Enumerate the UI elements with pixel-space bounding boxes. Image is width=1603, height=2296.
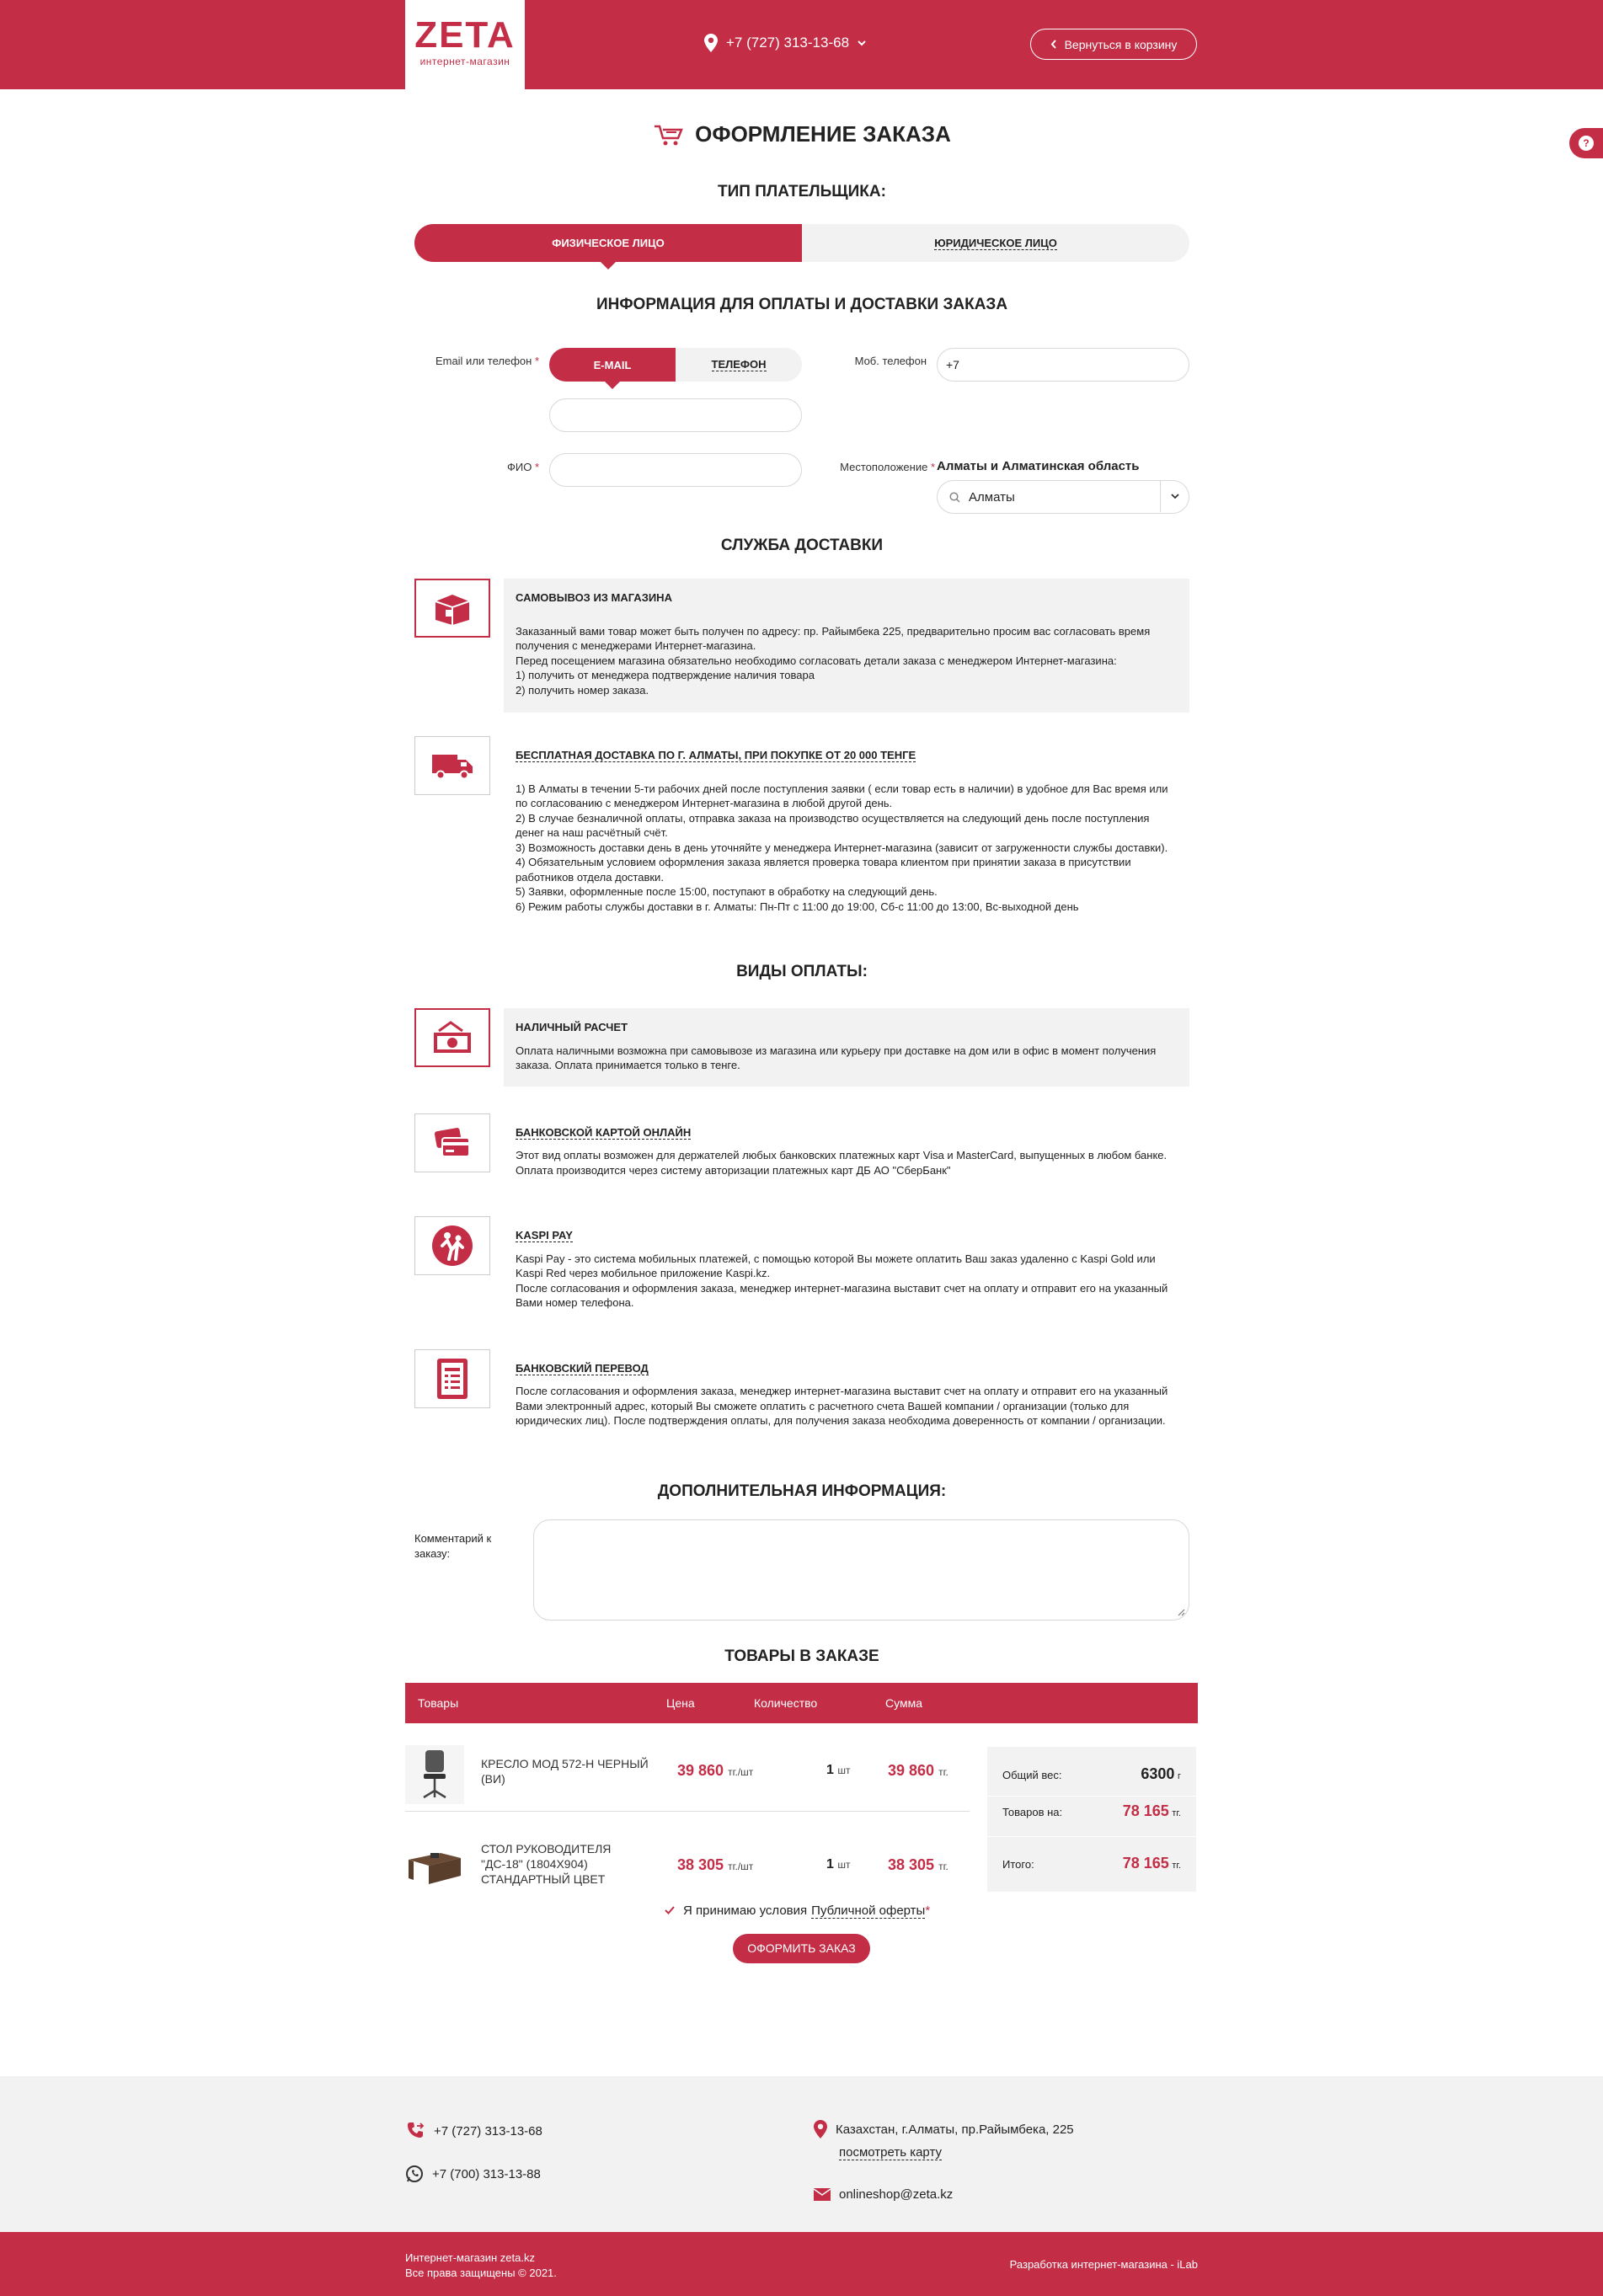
copyright-bar bbox=[0, 2232, 1603, 2296]
logo[interactable] bbox=[405, 0, 525, 89]
invoice-icon bbox=[414, 1349, 490, 1408]
summary-total-label: Итого: bbox=[1002, 1857, 1034, 1871]
payment-option-transfer[interactable] bbox=[414, 1349, 1189, 1442]
comment-textarea[interactable] bbox=[533, 1519, 1189, 1621]
help-widget[interactable] bbox=[1569, 128, 1603, 158]
resize-handle-icon[interactable] bbox=[1175, 1606, 1185, 1616]
kaspi-icon bbox=[414, 1216, 490, 1275]
delivery-option-pickup[interactable] bbox=[414, 579, 1189, 713]
location-region: Алматы и Алматинская область bbox=[937, 459, 1140, 473]
column-price: Цена bbox=[666, 1695, 695, 1710]
delivery-option-free-text-1: 1) В Алматы в течении 5-ти рабочих дней после поступления заявки ( если товар есть в наличии) в удобное для Вас время или по согласованию с менеджером Интернет-магазина в любой другой день. bbox=[516, 782, 1168, 809]
tab-email[interactable] bbox=[549, 348, 676, 382]
tab-individual-label: ФИЗИЧЕСКОЕ ЛИЦО bbox=[552, 237, 665, 249]
map-link-text: посмотреть карту bbox=[839, 2145, 942, 2160]
whatsapp-icon bbox=[405, 2165, 424, 2183]
public-offer-link[interactable]: Публичной оферты* bbox=[811, 1903, 931, 1918]
search-icon bbox=[949, 492, 960, 503]
location-pin-icon bbox=[704, 34, 718, 52]
payment-option-transfer-title: БАНКОВСКИЙ ПЕРЕВОД bbox=[516, 1361, 649, 1375]
chevron-down-icon bbox=[1160, 481, 1189, 512]
map-link[interactable] bbox=[839, 2145, 942, 2160]
back-to-cart-button[interactable] bbox=[1030, 29, 1197, 60]
column-quantity: Количество bbox=[754, 1695, 818, 1710]
location-label: Местоположение * bbox=[840, 461, 935, 473]
payment-delivery-info-title: ИНФОРМАЦИЯ ДЛЯ ОПЛАТЫ И ДОСТАВКИ ЗАКАЗА bbox=[596, 296, 1008, 313]
table-row bbox=[405, 1743, 970, 1828]
logo-text: ZETA bbox=[414, 14, 516, 56]
footer-phone-1-text: +7 (727) 313-13-68 bbox=[434, 2123, 542, 2138]
summary-goods-label: Товаров на: bbox=[1002, 1805, 1063, 1818]
tab-legal-entity-label: ЮРИДИЧЕСКОЕ ЛИЦО bbox=[934, 236, 1057, 249]
additional-info-title: ДОПОЛНИТЕЛЬНАЯ ИНФОРМАЦИЯ: bbox=[657, 1482, 947, 1500]
payment-option-kaspi[interactable] bbox=[414, 1216, 1189, 1324]
order-products bbox=[414, 1683, 1189, 1986]
tab-individual[interactable] bbox=[414, 224, 802, 262]
footer-email-text: onlineshop@zeta.kz bbox=[839, 2187, 954, 2202]
copyright-text bbox=[405, 2251, 557, 2281]
copyright-rights: Все права защищены © 2021. bbox=[405, 2267, 557, 2279]
product-sum: 38 305 тг. bbox=[888, 1855, 948, 1873]
product-sum: 39 860 тг. bbox=[888, 1761, 948, 1779]
products-table-header bbox=[405, 1683, 1198, 1723]
payment-option-card-text: Этот вид оплаты возможен для держателей любых банковских платежных карт Visa и MasterCard, выпущенных в любом банке. Оплата производится через систему авторизации платежных карт ДБ АО "СберБанк" bbox=[516, 1149, 1168, 1177]
payment-option-card-body bbox=[504, 1113, 1189, 1192]
summary-total: Итого: 78 165 тг. bbox=[1002, 1854, 1181, 1872]
delivery-option-pickup-body bbox=[504, 579, 1189, 713]
footer-phone-2[interactable] bbox=[405, 2165, 541, 2183]
location-city-value: Алматы bbox=[969, 489, 1015, 505]
order-summary bbox=[987, 1747, 1196, 1892]
location-pin-icon bbox=[814, 2120, 827, 2138]
product-quantity: 1 шт bbox=[826, 1856, 851, 1872]
fio-field[interactable] bbox=[549, 453, 802, 487]
product-price: 39 860 тг./шт bbox=[677, 1761, 754, 1779]
question-icon: ? bbox=[1579, 136, 1594, 151]
payment-option-kaspi-body bbox=[504, 1216, 1189, 1324]
delivery-option-free-text-4: 4) Обязательным условием оформления заказа является проверка товара клиентом при принятии заказа в присутствии работников отдела доставки. bbox=[516, 856, 1131, 884]
checkmark-icon[interactable] bbox=[665, 1906, 675, 1914]
summary-divider bbox=[987, 1796, 1196, 1797]
payment-option-card[interactable] bbox=[414, 1113, 1189, 1192]
payment-option-cash-text: Оплата наличными возможна при самовывозе из магазина или курьеру при доставке на дом или в офис в момент получения заказа. Оплата принимается только в тенге. bbox=[516, 1044, 1157, 1071]
payment-option-kaspi-text-1: Kaspi Pay - это система мобильных платежей, с помощью которой Вы можете оплатить Ваш заказ удаленно с Kaspi Gold или Kaspi Red через мобильное приложение Kaspi.kz. bbox=[516, 1252, 1156, 1279]
page-title-text: ОФОРМЛЕНИЕ ЗАКАЗА bbox=[695, 121, 951, 147]
payer-type-title: ТИП ПЛАТЕЛЬЩИКА: bbox=[718, 183, 886, 200]
footer-address bbox=[814, 2120, 1074, 2138]
summary-total-value: 78 165 bbox=[1122, 1854, 1169, 1872]
payment-option-card-title: БАНКОВСКОЙ КАРТОЙ ОНЛАЙН bbox=[516, 1125, 692, 1139]
delivery-option-pickup-text-1: Заказанный вами товар может быть получен по адресу: пр. Райымбека 225, предварительно просим вас согласовать время получения с менеджерами Интернет-магазина. bbox=[516, 624, 1151, 652]
logo-subtitle: интернет-магазин bbox=[419, 56, 510, 67]
payment-option-transfer-body bbox=[504, 1349, 1189, 1442]
payment-option-cash[interactable] bbox=[414, 1008, 1189, 1087]
offer-agreement-text: Я принимаю условия bbox=[683, 1903, 808, 1918]
column-sum: Сумма bbox=[885, 1695, 922, 1710]
fio-label: ФИО * bbox=[506, 461, 539, 473]
footer-email[interactable] bbox=[814, 2187, 953, 2202]
summary-goods: Товаров на: 78 165 тг. bbox=[1002, 1802, 1181, 1819]
summary-goods-value: 78 165 bbox=[1122, 1802, 1169, 1819]
summary-divider bbox=[987, 1836, 1196, 1838]
page-title bbox=[414, 121, 1189, 147]
offer-agreement[interactable] bbox=[665, 1904, 930, 1918]
checkout-main bbox=[414, 121, 1189, 1986]
mail-icon bbox=[814, 2188, 831, 2201]
location-city-select[interactable] bbox=[937, 480, 1189, 514]
payment-option-transfer-text: После согласования и оформления заказа, менеджер интернет-магазина выставит счет на оплату и отправит его на указанный Вами электронный адрес, который Вы сможете оплатить с расчетного счета Вашей компании / организации (только для юридических лиц). После подтверждения оплаты, для получения заказа необходима доверенность от компании / организации. bbox=[516, 1385, 1168, 1427]
box-icon bbox=[414, 579, 490, 638]
product-image-desk[interactable] bbox=[405, 1834, 464, 1893]
cart-icon bbox=[653, 123, 685, 147]
footer bbox=[0, 2076, 1603, 2232]
payment-option-cash-title: НАЛИЧНЫЙ РАСЧЕТ bbox=[516, 1021, 628, 1033]
header-phone[interactable] bbox=[704, 34, 866, 52]
card-icon bbox=[414, 1113, 490, 1172]
comment-label: Комментарий к заказу: bbox=[414, 1531, 492, 1560]
payer-type-tabs bbox=[414, 224, 1189, 262]
delivery-option-free-text-3: 3) Возможность доставки день в день уточняйте у менеджера Интернет-магазина (зависит от загруженности службы доставки). bbox=[516, 841, 1168, 854]
email-field[interactable] bbox=[549, 398, 802, 432]
tab-legal-entity[interactable] bbox=[802, 224, 1189, 262]
footer-phone-1[interactable] bbox=[405, 2121, 542, 2141]
delivery-option-free-text-2: 2) В случае безналичной оплаты, отправка заказа на производство осуществляется на следующий день после поступления денег на наш расчётный счёт. bbox=[516, 811, 1150, 839]
site-header bbox=[0, 0, 1603, 89]
payment-option-cash-body bbox=[504, 1008, 1189, 1087]
tab-email-label: E-MAIL bbox=[593, 358, 632, 371]
summary-weight: Общий вес: 6300 г bbox=[1002, 1765, 1181, 1782]
row-divider bbox=[405, 1811, 970, 1812]
footer-address-text: Казахстан, г.Алматы, пр.Райымбека, 225 bbox=[836, 2122, 1074, 2137]
order-products-title: ТОВАРЫ В ЗАКАЗЕ bbox=[724, 1647, 879, 1665]
mobile-phone-field[interactable]: +7 bbox=[937, 348, 1189, 382]
tab-phone[interactable] bbox=[676, 348, 802, 382]
tab-phone-label: ТЕЛЕФОН bbox=[711, 358, 767, 371]
mobile-phone-label: Моб. телефон bbox=[854, 355, 927, 367]
phone-icon bbox=[405, 2121, 425, 2141]
contact-type-tabs bbox=[549, 348, 802, 382]
cash-icon bbox=[414, 1008, 490, 1067]
payment-option-kaspi-title: KASPI PAY bbox=[516, 1229, 573, 1241]
product-quantity: 1 шт bbox=[826, 1762, 851, 1777]
delivery-option-pickup-text-2: Перед посещением магазина обязательно необходимо согласовать детали заказа с менеджером Интернет-магазина: bbox=[516, 654, 1117, 667]
chevron-down-icon bbox=[858, 40, 866, 46]
product-image-chair[interactable] bbox=[405, 1745, 464, 1804]
product-price: 38 305 тг./шт bbox=[677, 1855, 754, 1873]
comment-section bbox=[414, 1519, 1189, 1637]
delivery-option-free[interactable] bbox=[414, 736, 1189, 927]
developer-link[interactable]: Разработка интернет-магазина - iLab bbox=[1009, 2258, 1198, 2271]
payment-option-kaspi-text-2: После согласования и оформления заказа, менеджер интернет-магазина выставит счет на оплату и отправит его на указанный Вами номер телефона. bbox=[516, 1281, 1168, 1309]
header-phone-number: +7 (727) 313-13-68 bbox=[726, 35, 850, 51]
place-order-button[interactable]: ОФОРМИТЬ ЗАКАЗ bbox=[733, 1934, 870, 1963]
back-to-cart-label: Вернуться в корзину bbox=[1064, 37, 1178, 51]
product-name[interactable]: СТОЛ РУКОВОДИТЕЛЯ "ДС-18" (1804Х904) СТАНДАРТНЫЙ ЦВЕТ bbox=[481, 1841, 612, 1886]
product-name[interactable]: КРЕСЛО МОД 572-Н ЧЕРНЫЙ (ВИ) bbox=[481, 1756, 649, 1786]
delivery-option-pickup-text-3: 1) получить от менеджера подтверждение наличия товара bbox=[516, 669, 815, 681]
delivery-option-free-title: БЕСПЛАТНАЯ ДОСТАВКА ПО Г. АЛМАТЫ, ПРИ ПОКУПКЕ ОТ 20 000 ТЕНГЕ bbox=[516, 749, 916, 761]
delivery-option-pickup-title: САМОВЫВОЗ ИЗ МАГАЗИНА bbox=[516, 591, 672, 604]
truck-icon bbox=[414, 736, 490, 795]
copyright-site: Интернет-магазин zeta.kz bbox=[405, 2251, 535, 2264]
delivery-option-free-text-6: 6) Режим работы службы доставки в г. Алматы: Пн-Пт с 11:00 до 19:00, Сб-с 11:00 до 13:00, Вс-выходной день bbox=[516, 900, 1079, 913]
chevron-left-icon bbox=[1050, 40, 1056, 49]
delivery-option-pickup-text-4: 2) получить номер заказа. bbox=[516, 683, 649, 697]
footer-phone-2-text: +7 (700) 313-13-88 bbox=[432, 2166, 541, 2181]
email-or-phone-label: Email или телефон * bbox=[435, 355, 539, 367]
delivery-service-title: СЛУЖБА ДОСТАВКИ bbox=[720, 537, 884, 554]
column-products: Товары bbox=[418, 1695, 459, 1710]
summary-weight-value: 6300 bbox=[1141, 1765, 1175, 1782]
summary-weight-label: Общий вес: bbox=[1002, 1768, 1062, 1781]
payment-types-title: ВИДЫ ОПЛАТЫ: bbox=[736, 963, 868, 980]
delivery-option-free-body bbox=[504, 736, 1189, 927]
delivery-option-free-text-5: 5) Заявки, оформленные после 15:00, поступают в обработку на следующий день. bbox=[516, 885, 938, 898]
customer-form bbox=[414, 348, 1189, 542]
